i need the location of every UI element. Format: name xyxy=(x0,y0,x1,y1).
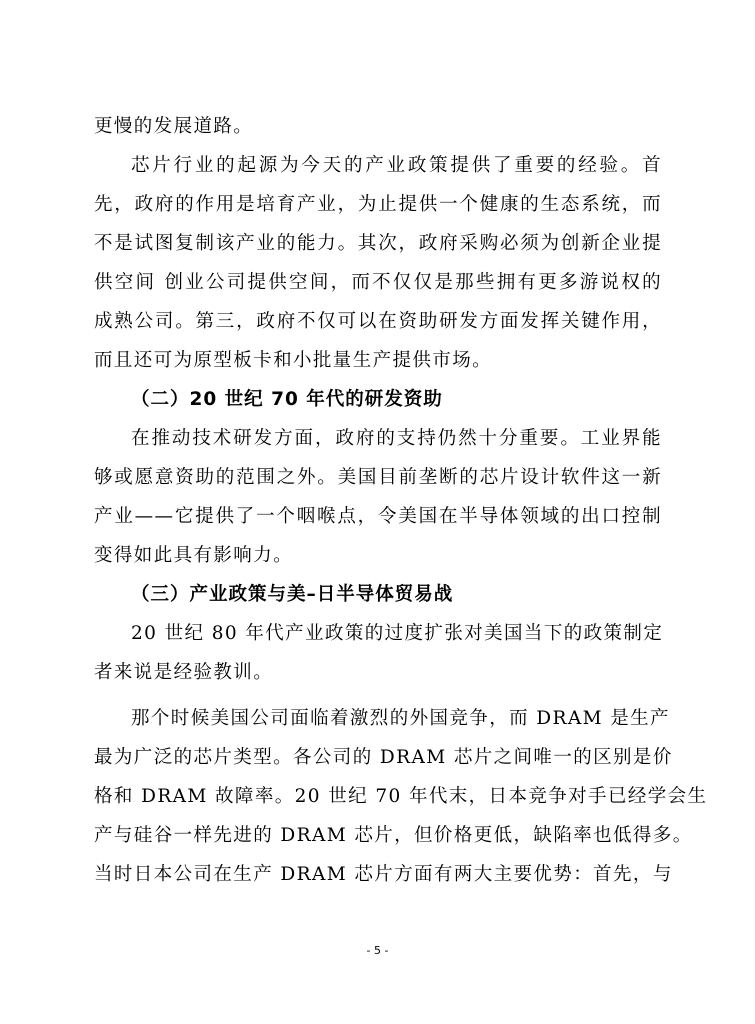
body-text-line: 芯片行业的起源为今天的产业政策提供了重要的经验。首 xyxy=(131,155,662,176)
body-text-line: 供空间 创业公司提供空间，而不仅仅是那些拥有更多游说权的 xyxy=(94,272,662,293)
body-text-line: 当时日本公司在生产 DRAM 芯片方面有两大主要优势：首先，与 xyxy=(94,864,673,885)
body-text-line: 更慢的发展道路。 xyxy=(94,116,254,137)
body-text-line: 那个时候美国公司面临着激烈的外国竞争，而 DRAM 是生产 xyxy=(131,708,670,729)
body-text-line: 产与硅谷一样先进的 DRAM 芯片，但价格更低，缺陷率也低得多。 xyxy=(94,825,693,846)
body-text-line: 先，政府的作用是培育产业，为止提供一个健康的生态系统，而 xyxy=(94,194,662,215)
body-text-line: 不是试图复制该产业的能力。其次，政府采购必须为创新企业提 xyxy=(94,233,662,254)
page-number: - 5 - xyxy=(366,944,389,957)
body-text-line: 在推动技术研发方面，政府的支持仍然十分重要。工业界能 xyxy=(131,428,662,449)
body-text-line: 变得如此具有影响力。 xyxy=(94,545,294,566)
body-text-line: 够或愿意资助的范围之外。美国目前垄断的芯片设计软件这一新 xyxy=(94,467,662,488)
body-text-line: 者来说是经验教训。 xyxy=(94,662,274,683)
section-heading: （二）20 世纪 70 年代的研发资助 xyxy=(131,389,443,410)
body-text-line: 而且还可为原型板卡和小批量生产提供市场。 xyxy=(94,350,493,371)
body-text-line: 产业——它提供了一个咽喉点，令美国在半导体领域的出口控制 xyxy=(94,506,662,527)
body-text-line: 成熟公司。第三，政府不仅可以在资助研发方面发挥关键作用， xyxy=(94,311,662,332)
body-text-line: 20 世纪 80 年代产业政策的过度扩张对美国当下的政策制定 xyxy=(131,623,664,644)
body-text-line: 格和 DRAM 故障率。20 世纪 70 年代末，日本竞争对手已经学会生 xyxy=(94,786,708,807)
body-text-line: 最为广泛的芯片类型。各公司的 DRAM 芯片之间唯一的区别是价 xyxy=(94,747,673,768)
section-heading: （三）产业政策与美–日半导体贸易战 xyxy=(131,584,454,605)
